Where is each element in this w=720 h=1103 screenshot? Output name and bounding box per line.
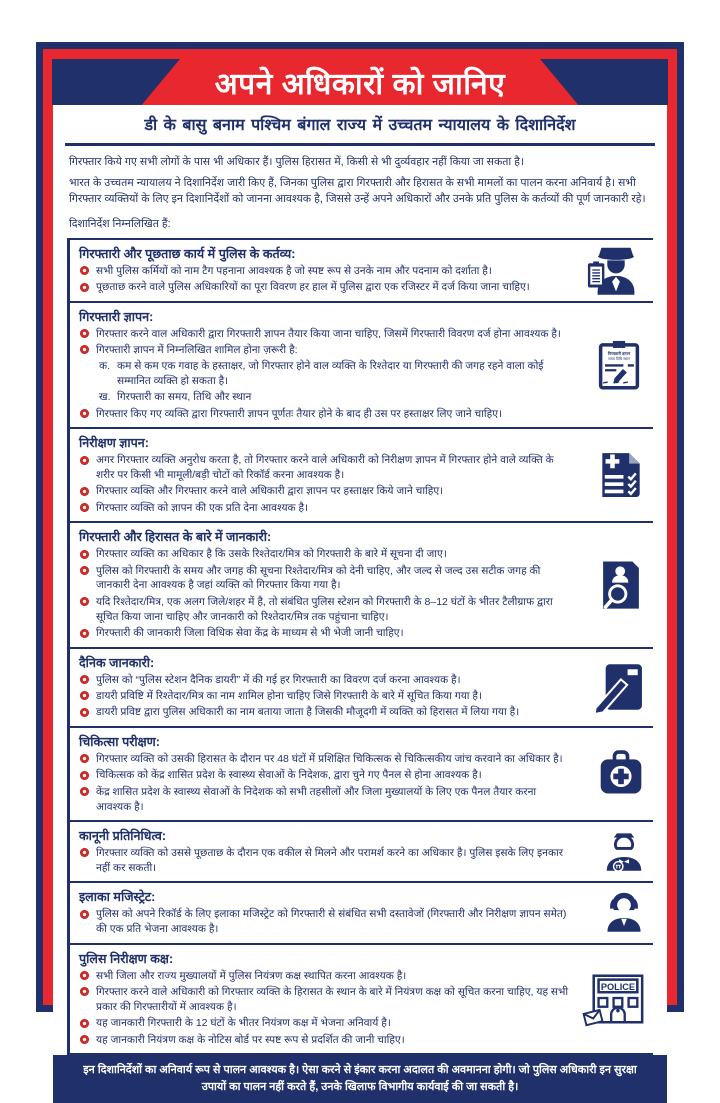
guideline-section (67, 303, 653, 429)
bullet-text: यह जानकारी गिरफ्तारी के 12 घंटों के भीतर नियंत्रण कक्ष में भेजना अनिवार्य है। (96, 1017, 391, 1030)
guideline-section (67, 728, 653, 822)
bullet-marker-icon (80, 629, 89, 638)
section-title: कानूनी प्रतिनिधित्व: (79, 828, 167, 843)
sub-item-label: क. (99, 360, 110, 373)
page-title: अपने अधिकारों को जानिए (214, 67, 506, 101)
bullet-text: पुलिस को अपने रिकॉर्ड के लिए इलाका मजिस्ट्रेट को गिरफ्तारी से संबंधित सभी दस्तावेजों (गिरफ्तारी और निरीक्षण ज्ञापन समेत) की एक प्रति भेजना आवश्यक है। (96, 908, 567, 936)
bullet-text: डायरी प्रविष्टि में रिश्तेदार/मित्र का नाम शामिल होना चाहिए जिसे गिरफ्तारी के बारे में सूचित किया गया है। (96, 689, 482, 702)
svg-text:समय तिथि स्थान: समय तिथि स्थान (608, 356, 630, 361)
bullet-marker-icon (80, 550, 89, 559)
intro-paragraph: भारत के उच्चतम न्यायालय ने दिशानिर्देश जारी किए हैं, जिनका पुलिस द्वारा गिरफ्तारी और हिरासत के सभी मामलों का पालन करना अनिवार्य है। सभी गिरफ्तार व्यक्तियों के लिए इन दिशानिर्देशों को जानना आवश्यक है, जिससे उन्हें अपने अधिकारों और उनके प्रति पुलिस के कर्तव्यों की पूर्ण जानकारी रहे। (69, 177, 646, 206)
rights-poster (36, 42, 684, 1094)
bullet-item (79, 673, 573, 688)
bullet-text: पूछताछ करने वाले पुलिस अधिकारियों का पूरा विवरण हर हाल में पुलिस द्वारा एक रजिस्टर में दर्ज किया जाना चाहिए। (96, 281, 530, 294)
bullet-text: यह जानकारी नियंत्रण कक्ष के नोटिस बोर्ड पर स्पष्ट रूप से प्रदर्शित की जानी चाहिए। (96, 1033, 405, 1046)
bullet-marker-icon (80, 487, 89, 496)
bullet-item (79, 846, 573, 876)
svg-text:गिरफ्तारी ज्ञापन: गिरफ्तारी ज्ञापन (607, 350, 631, 356)
bullet-marker-icon (80, 910, 89, 919)
bullet-marker-icon (80, 848, 89, 857)
bullet-marker-icon (80, 675, 89, 684)
bullet-item (79, 327, 573, 342)
intro (67, 154, 653, 232)
case-subtitle: डी के बासु बनाम पश्चिम बंगाल राज्य में उच्चतम न्यायालय के दिशानिर्देश (144, 117, 576, 134)
bullet-text: पुलिस को “पुलिस स्टेशन दैनिक डायरी” में की गई हर गिरफ्तारी का विवरण दर्ज करना आवश्यक है। (96, 673, 461, 686)
bullet-text: गिरफ्तार व्यक्ति का अधिकार है कि उसके रिश्तेदार/मित्र को गिरफ्तारी के बारे में सूचना दी जाए। (96, 548, 447, 561)
guideline-section (67, 238, 653, 303)
bullet-text: केंद्र शासित प्रदेश के स्वास्थ्य सेवाओं के निदेशक को सभी तहसीलों और जिला मुख्यालयों के लिए एक पैनल तैयार करना आवश्यक है। (96, 785, 537, 813)
bullet-text: गिरफ्तार व्यक्ति और गिरफ्तार करने वाले अधिकारी द्वारा ज्ञापन पर हस्ताक्षर किये जाने चाहिए। (96, 485, 444, 498)
bullet-text: गिरफ्तार व्यक्ति को उसकी हिरासत के दौरान पर 48 घंटों में प्रशिक्षित चिकित्सक से चिकित्सकीय जांच करवाने का अधिकार है। (96, 752, 563, 765)
bullet-item (79, 343, 573, 358)
bullet-marker-icon (80, 345, 89, 354)
bullet-text: गिरफ्तार करने वाले अधिकारी को गिरफ्तार व्यक्ति के हिरासत के स्थान के बारे में नियंत्रण कक्ष को सूचित करना चाहिए, यह सभी प्रकार की गिरफ्तारीयों में आवश्यक है। (96, 985, 569, 1013)
bullet-item (79, 264, 573, 279)
bullet-text: यदि रिश्तेदार/मित्र, एक अलग जिले/शहर में है, तो संबंधित पुलिस स्टेशन को गिरफ्तारी के 8–12 घंटों के भीतर टैलीग्राफ द्वारा सूचित किया जाना चाहिए और जानकारी को रिश्तेदार/मित्र तक पहुंचाना चाहिए। (96, 595, 553, 623)
bullet-item (79, 752, 573, 767)
bullet-marker-icon (80, 771, 89, 780)
bullet-item (79, 1016, 573, 1031)
bullet-item (79, 484, 573, 499)
guideline-section (67, 523, 653, 648)
arrest-memo-icon (591, 337, 647, 393)
bullet-item (79, 689, 573, 704)
content-area (53, 146, 667, 1055)
bullet-marker-icon (80, 266, 89, 275)
section-title: गिरफ्तारी ज्ञापन: (79, 309, 154, 324)
guideline-section (67, 649, 653, 728)
section-title: पुलिस निरीक्षण कक्ष: (79, 951, 174, 966)
svg-text:POLICE: POLICE (600, 981, 636, 992)
bullet-text: गिरफ्तार व्यक्ति को उससे पूछताछ के दौरान एक वकील से मिलने और परामर्श करने का अधिकार है। पुलिस इसके लिए इनकार नहीं कर सकती। (96, 846, 564, 874)
poster-red-frame (43, 49, 677, 1094)
police-officer-icon (585, 239, 647, 301)
banner-right-corner-shape (540, 59, 668, 105)
sub-item (99, 359, 573, 389)
banner-left-corner-shape (52, 59, 180, 105)
bullet-item (79, 626, 573, 641)
bullet-item (79, 595, 573, 625)
bullet-item (79, 564, 573, 594)
bullet-item (79, 768, 573, 783)
bullet-item (79, 985, 573, 1015)
section-title: गिरफ्तारी और पूछताछ कार्य में पुलिस के कर्तव्य: (79, 246, 296, 261)
bullet-text: गिरफ्तार किए गए व्यक्ति द्वारा गिरफ्तारी ज्ञापन पूर्णतः तैयार होने के बाद ही उस पर हस्ताक्षर लिए जाने चाहिए। (96, 407, 503, 420)
inspection-memo-icon (595, 449, 647, 501)
bullet-item (79, 501, 573, 516)
intro-paragraph: गिरफ्तार किये गए सभी लोगों के पास भी अधिकार हैं। पुलिस हिरासत में, किसी से भी दुर्व्यवहार नहीं किया जा सकता है। (69, 156, 525, 168)
bullet-marker-icon (80, 566, 89, 575)
sub-item-label: ख. (99, 391, 111, 404)
bullet-marker-icon (80, 456, 89, 465)
bullet-text: गिरफ्तारी ज्ञापन में निम्नलिखित शामिल होना ज़रूरी है: (96, 343, 298, 356)
bullet-marker-icon (80, 329, 89, 338)
arrest-info-icon (595, 559, 647, 611)
section-title: चिकित्सा परीक्षण: (79, 734, 160, 749)
medical-kit-icon (595, 748, 647, 800)
bullet-marker-icon (80, 754, 89, 763)
bullet-item (79, 969, 573, 984)
bullet-marker-icon (80, 971, 89, 980)
bullet-marker-icon (80, 787, 89, 796)
section-title: दैनिक जानकारी: (79, 655, 155, 670)
bullet-text: अगर गिरफ्तार व्यक्ति अनुरोध करता है, तो गिरफ्तार करने वाले अधिकारी को निरीक्षण ज्ञापन में गिरफ्तार होने वाले व्यक्ति के शरीर पर किसी भी मामूली/बड़ी चोटों को रिकॉर्ड करना आवश्यक है। (96, 454, 554, 481)
daily-diary-icon (593, 660, 647, 714)
magistrate-icon (601, 890, 647, 936)
police-station-icon (585, 968, 647, 1030)
bullet-marker-icon (80, 708, 89, 717)
lawyer-icon (601, 829, 647, 875)
bullet-text: सभी जिला और राज्य मुख्यालयों में पुलिस नियंत्रण कक्ष स्थापित करना आवश्यक है। (96, 969, 407, 982)
bullet-item (79, 1033, 573, 1048)
bullet-text: गिरफ्तारी की जानकारी जिला विधिक सेवा केंद्र के माध्यम से भी भेजी जानी चाहिए। (96, 627, 404, 640)
section-title: निरीक्षण ज्ञापन: (79, 436, 149, 450)
footer-text: इन दिशानिर्देशों का अनिवार्य रूप से पालन आवश्यक है। ऐसा करने से इंकार करना अदालत की अवमानना होगी। जो पुलिस अधिकारी इन सुरक्षा उपायों का पालन नहीं करते हैं, उनके खिलाफ विभागीय कार्यवाई की जा सकती है। (83, 1064, 637, 1094)
subtitle-band (53, 105, 667, 143)
bullet-item (79, 453, 573, 483)
guidelines-lead: दिशानिर्देश निम्नलिखित हैं: (69, 217, 171, 230)
bullet-item (79, 547, 573, 562)
bullet-item (79, 907, 573, 937)
bullet-item (79, 280, 573, 295)
bullet-marker-icon (80, 1019, 89, 1028)
bullet-marker-icon (80, 503, 89, 512)
bullet-text: पुलिस को गिरफ्तारी के समय और जगह की सूचना रिश्तेदार/मित्र को देनी चाहिए, और जल्द से जल्द उस सटीक जगह की जानकारी देना आवश्यक है जहां व्यक्ति को गिरफ्तार किया गया है। (96, 564, 541, 592)
bullet-text: चिकित्सक को केंद्र शासित प्रदेश के स्वास्थ्य सेवाओं के निदेशक, द्वारा चुने गए पैनल से होना आवश्यक है। (96, 769, 482, 782)
bullet-item (79, 407, 573, 422)
footer-notice (53, 1055, 667, 1103)
sub-item-text: गिरफ्तारी का समय, तिथि और स्थान (117, 391, 252, 404)
bullet-marker-icon (80, 283, 89, 292)
bullet-marker-icon (80, 987, 89, 996)
bullet-marker-icon (80, 691, 89, 700)
bullet-text: गिरफ्तार व्यक्ति को ज्ञापन की एक प्रति देना आवश्यक है। (96, 501, 309, 514)
sections (67, 238, 653, 1055)
bullet-item (79, 705, 573, 720)
bullet-marker-icon (80, 1035, 89, 1044)
poster-inner (53, 59, 667, 1103)
bullet-marker-icon (80, 409, 89, 418)
guideline-section (67, 429, 653, 523)
bullet-item (79, 785, 573, 815)
section-title: इलाका मजिस्ट्रेट: (79, 890, 156, 905)
header-banner (53, 59, 667, 105)
sub-item-text: कम से कम एक गवाह के हस्ताक्षर, जो गिरफ्तार होने वाल व्यक्ति के रिश्तेदार या गिरफ्तारी की जगह रहने वाला कोई सम्मानित व्यक्ति हो सकता है। (117, 360, 544, 388)
guideline-section (67, 945, 653, 1056)
bullet-text: डायरी प्रविष्ट द्वारा पुलिस अधिकारी का नाम बताया जाता है जिसकी मौजूदगी में व्यक्ति को हिरासत में लिया गया है। (96, 706, 520, 719)
bullet-text: गिरफ्तार करने वाल अधिकारी द्वारा गिरफ्तारी ज्ञापन तैयार किया जाना चाहिए, जिसमें गिरफ्तारी विवरण दर्ज होना आवश्यक है। (96, 327, 561, 340)
guideline-section (67, 883, 653, 944)
guideline-section (67, 822, 653, 883)
sub-item (99, 390, 573, 405)
bullet-text: सभी पुलिस कर्मियों को नाम टैग पहनाना आवश्यक है जो स्पष्ट रूप से उनके नाम और पदनाम को दर्शाता है। (96, 264, 492, 277)
bullet-marker-icon (80, 597, 89, 606)
section-title: गिरफ्तारी और हिरासत के बारे में जानकारी: (79, 530, 272, 545)
